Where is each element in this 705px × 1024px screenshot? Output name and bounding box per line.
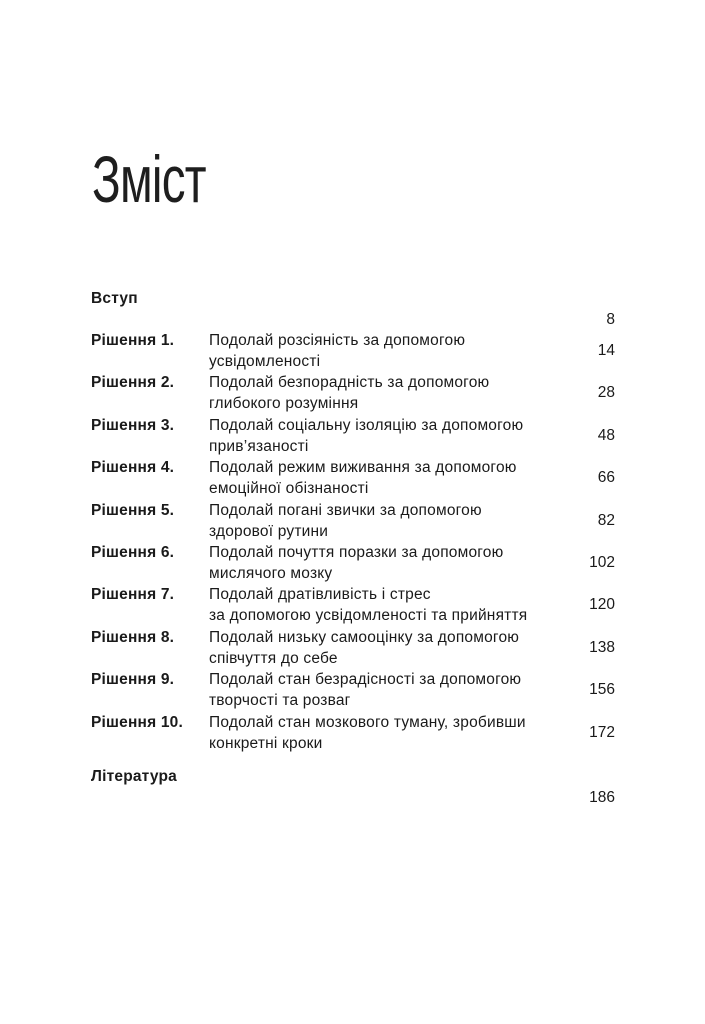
toc-entry-label: Рішення 7. — [91, 586, 175, 604]
toc-entry-chapter-1[interactable] — [91, 330, 615, 372]
toc-entry-chapter-10[interactable] — [91, 712, 615, 754]
toc-page-number: 66 — [597, 469, 615, 487]
toc-entry-label: Рішення 10. — [91, 713, 184, 731]
toc-entry-title-line: співчуття до себе — [209, 649, 338, 667]
toc-entry-title — [209, 627, 549, 669]
toc-entry-label: Вступ — [91, 290, 138, 307]
toc-page-number: 28 — [597, 384, 615, 402]
toc-entry-title-line: Подолай погані звички за допомогою — [209, 501, 482, 519]
toc-entry-title-line: конкретні кроки — [209, 734, 323, 752]
toc-entry-label: Література — [91, 767, 177, 785]
toc-entry-title — [209, 584, 549, 626]
toc-entry-title-line: за допомогою усвідомленості та прийняття — [209, 607, 528, 625]
toc-entry-chapter-3[interactable] — [91, 415, 615, 457]
toc-entry-title — [209, 500, 549, 542]
toc-entry-title-line: Подолай дратівливість і стрес — [209, 586, 431, 604]
toc-entry-chapter-6[interactable] — [91, 542, 615, 584]
toc-entry-title-line: Подолай безпорадність за допомогою — [209, 374, 490, 392]
toc-page-number: 8 — [606, 311, 615, 328]
toc-entry-label: Рішення 1. — [91, 332, 175, 349]
toc-page-number: 48 — [597, 426, 615, 444]
toc-page-number: 120 — [589, 596, 615, 614]
toc-entry-chapter-9[interactable] — [91, 669, 615, 711]
toc-page-number: 102 — [589, 553, 615, 571]
toc-entry-title-line: усвідомленості — [209, 353, 321, 370]
toc-entry-label: Рішення 6. — [91, 543, 175, 561]
page-title: Зміст — [92, 142, 206, 216]
toc-spacer — [91, 754, 615, 766]
toc-entry-title-line: Подолай почуття поразки за допомогою — [209, 543, 504, 561]
toc-entry-title — [209, 330, 549, 372]
toc-entry-title-line: емоційної обізнаності — [209, 480, 369, 498]
toc-entry-title-line: Подолай стан безрадісності за допомогою — [209, 671, 522, 689]
toc-entry-label: Рішення 3. — [91, 416, 175, 434]
toc-entry-title — [209, 712, 549, 754]
toc-entry-title-line: Подолай розсіяність за допомогою — [209, 332, 466, 349]
toc-entry-title-line: здорової рутини — [209, 522, 329, 540]
toc-entry-title-line: Подолай стан мозкового туману, зробивши — [209, 713, 526, 731]
toc-entry-title — [209, 669, 549, 711]
toc-page-number: 186 — [589, 788, 615, 806]
toc-entry-label: Рішення 5. — [91, 501, 175, 519]
toc-entry-label: Рішення 4. — [91, 459, 175, 477]
toc-entry-chapter-4[interactable] — [91, 457, 615, 499]
toc-entry-chapter-5[interactable] — [91, 500, 615, 542]
toc-entry-title — [209, 542, 549, 584]
toc-entry-title-line: Подолай низьку самооцінку за допомогою — [209, 628, 520, 646]
toc-entry-intro[interactable] — [91, 288, 615, 330]
toc-entry-label: Рішення 8. — [91, 628, 175, 646]
toc-entry-chapter-7[interactable] — [91, 584, 615, 626]
toc-entry-title — [209, 457, 549, 499]
toc-page-number: 156 — [589, 681, 615, 699]
toc-entry-title-line: глибокого розуміння — [209, 395, 359, 413]
toc-page-number: 172 — [589, 723, 615, 741]
toc-entry-chapter-2[interactable] — [91, 372, 615, 414]
toc-page-number: 82 — [597, 511, 615, 529]
toc-entry-title-line: прив’язаності — [209, 437, 309, 455]
toc-entry-title — [209, 415, 549, 457]
toc-entry-chapter-8[interactable] — [91, 627, 615, 669]
toc-entry-label: Рішення 2. — [91, 374, 175, 392]
toc-entry-title-line: творчості та розваг — [209, 692, 351, 710]
toc-entry-title-line: Подолай режим виживання за допомогою — [209, 459, 517, 477]
toc-entry-title-line: Подолай соціальну ізоляцію за допомогою — [209, 416, 524, 434]
toc-page-number: 14 — [597, 342, 615, 359]
toc-entry-title-line: мислячого мозку — [209, 564, 333, 582]
toc-entry-references[interactable] — [91, 766, 615, 808]
toc-entry-title — [209, 372, 549, 414]
toc-entry-label: Рішення 9. — [91, 671, 175, 689]
table-of-contents — [91, 288, 615, 808]
toc-page-number: 138 — [589, 638, 615, 656]
